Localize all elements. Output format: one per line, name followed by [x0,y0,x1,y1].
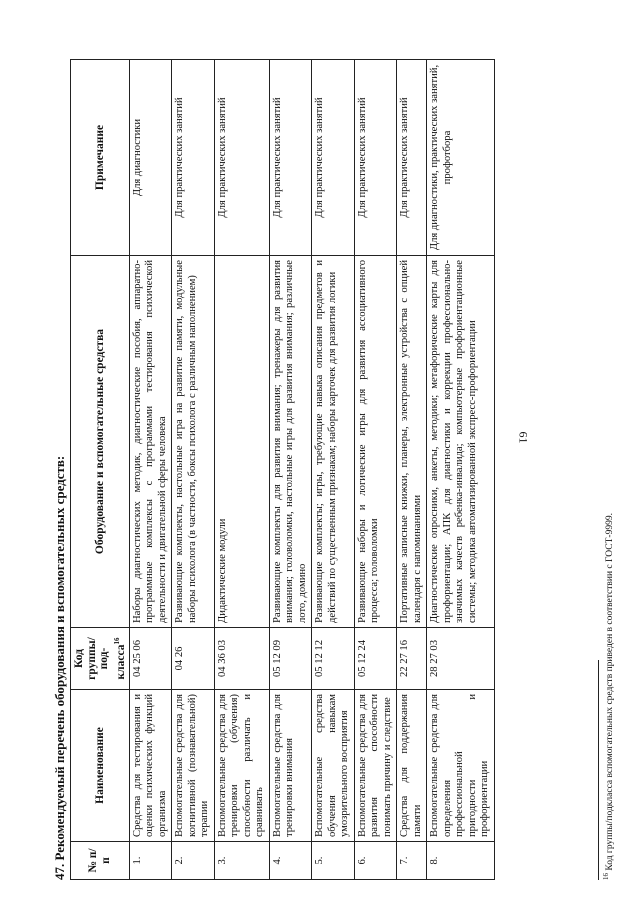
row-num: 4. [269,842,312,880]
row-name: Вспомогательные средства обучения навыкам умозрительного восприятия [312,690,355,842]
table-row [354,60,397,880]
rotated-content [50,60,630,880]
row-code: 05 12 09 [269,628,312,690]
footnote-divider [598,660,599,880]
table-row [397,60,427,880]
footnote [602,60,615,880]
header-code-label: Код группы/под-класса [73,637,127,680]
row-note: Для практических занятий [214,60,269,256]
header-equipment: Оборудование и вспомогательные средства [71,256,130,628]
header-name: Наименование [71,690,130,842]
row-name: Средства для тестирования и оценки психических функций организма [129,690,172,842]
table-row [129,60,172,880]
row-code: 05 12 12 [312,628,355,690]
section-title: 47. Рекомендуемый перечень оборудования и вспомогательных средств: [52,455,67,880]
table-row [214,60,269,880]
row-equipment: Наборы диагностических методик, диагностические пособия, аппаратно-программные комплексы с программами тестирования психической деятельности и двигательной сферы человека [129,256,172,628]
table-row [427,60,495,880]
row-num: 7. [397,842,427,880]
row-note: Для диагностики, практических занятий, профотбора [427,60,495,256]
row-equipment: Портативные записные книжки, планеры, электронные устройства с опцией календаря с напоминаниями [397,256,427,628]
row-name: Вспомогательные средства для тренировки (обучения) способности различать и сравнивать [214,690,269,842]
row-note: Для практических занятий [269,60,312,256]
row-num: 1. [129,842,172,880]
header-note: Примечание [71,60,130,256]
row-code: 28 27 03 [427,628,495,690]
row-equipment: Развивающие наборы и логические игры для развития ассоциативного процесса; головоломки [354,256,397,628]
row-code: 04 36 03 [214,628,269,690]
row-equipment: Дидактические модули [214,256,269,628]
footnote-marker: 16 [602,873,610,880]
row-name: Вспомогательные средства для тренировки внимания [269,690,312,842]
row-code: 04 26 [172,628,215,690]
row-name: Средства для поддержания памяти [397,690,427,842]
row-equipment: Развивающие комплекты, настольные игра на развитие памяти, модульные наборы психолога (в частности, боксы психолога с различным наполнением) [172,256,215,628]
row-code: 04 25 06 [129,628,172,690]
row-note: Для практических занятий [172,60,215,256]
row-note: Для практических занятий [354,60,397,256]
table-row [312,60,355,880]
row-num: 5. [312,842,355,880]
row-equipment: Диагностические опросники, анкеты, методики; метафорические карты для профориентации; АПК для диагностики и коррекции профессионально-значимых качеств ребенка-инвалида; компьютерные профориентационные системы; методика автоматизированной экспресс-профориентации [427,256,495,628]
footnote-text: Код группы/подкласса вспомогательных средств приведен в соответствии с ГОСТ-9999. [605,513,616,871]
table-header-row [71,60,130,880]
row-code: 05 12 24 [354,628,397,690]
row-equipment: Развивающие комплекты для развития внимания; тренажеры для развития внимания; головоломки, настольные игры для развития внимания; различные лото, домино [269,256,312,628]
page-number: 61 [516,431,531,444]
row-name: Вспомогательные средства для развития способности понимать причину и следствие [354,690,397,842]
row-num: 8. [427,842,495,880]
footnote-ref: 16 [112,637,121,645]
row-name: Вспомогательные средства для определения профессиональной пригодности и профориентации [427,690,495,842]
table-row [269,60,312,880]
header-code [71,628,130,690]
row-num: 3. [214,842,269,880]
row-name: Вспомогательные средства для когнитивной (познавательной) терапии [172,690,215,842]
row-code: 22 27 16 [397,628,427,690]
header-num: № п/п [71,842,130,880]
row-note: Для диагностики [129,60,172,256]
row-num: 6. [354,842,397,880]
row-note: Для практических занятий [312,60,355,256]
row-note: Для практических занятий [397,60,427,256]
row-equipment: Развивающие комплекты; игры, требующие навыка описания предметов и действий по существенным признакам; наборы карточек для развития логики [312,256,355,628]
row-num: 2. [172,842,215,880]
equipment-table [70,59,495,880]
table-row [172,60,215,880]
